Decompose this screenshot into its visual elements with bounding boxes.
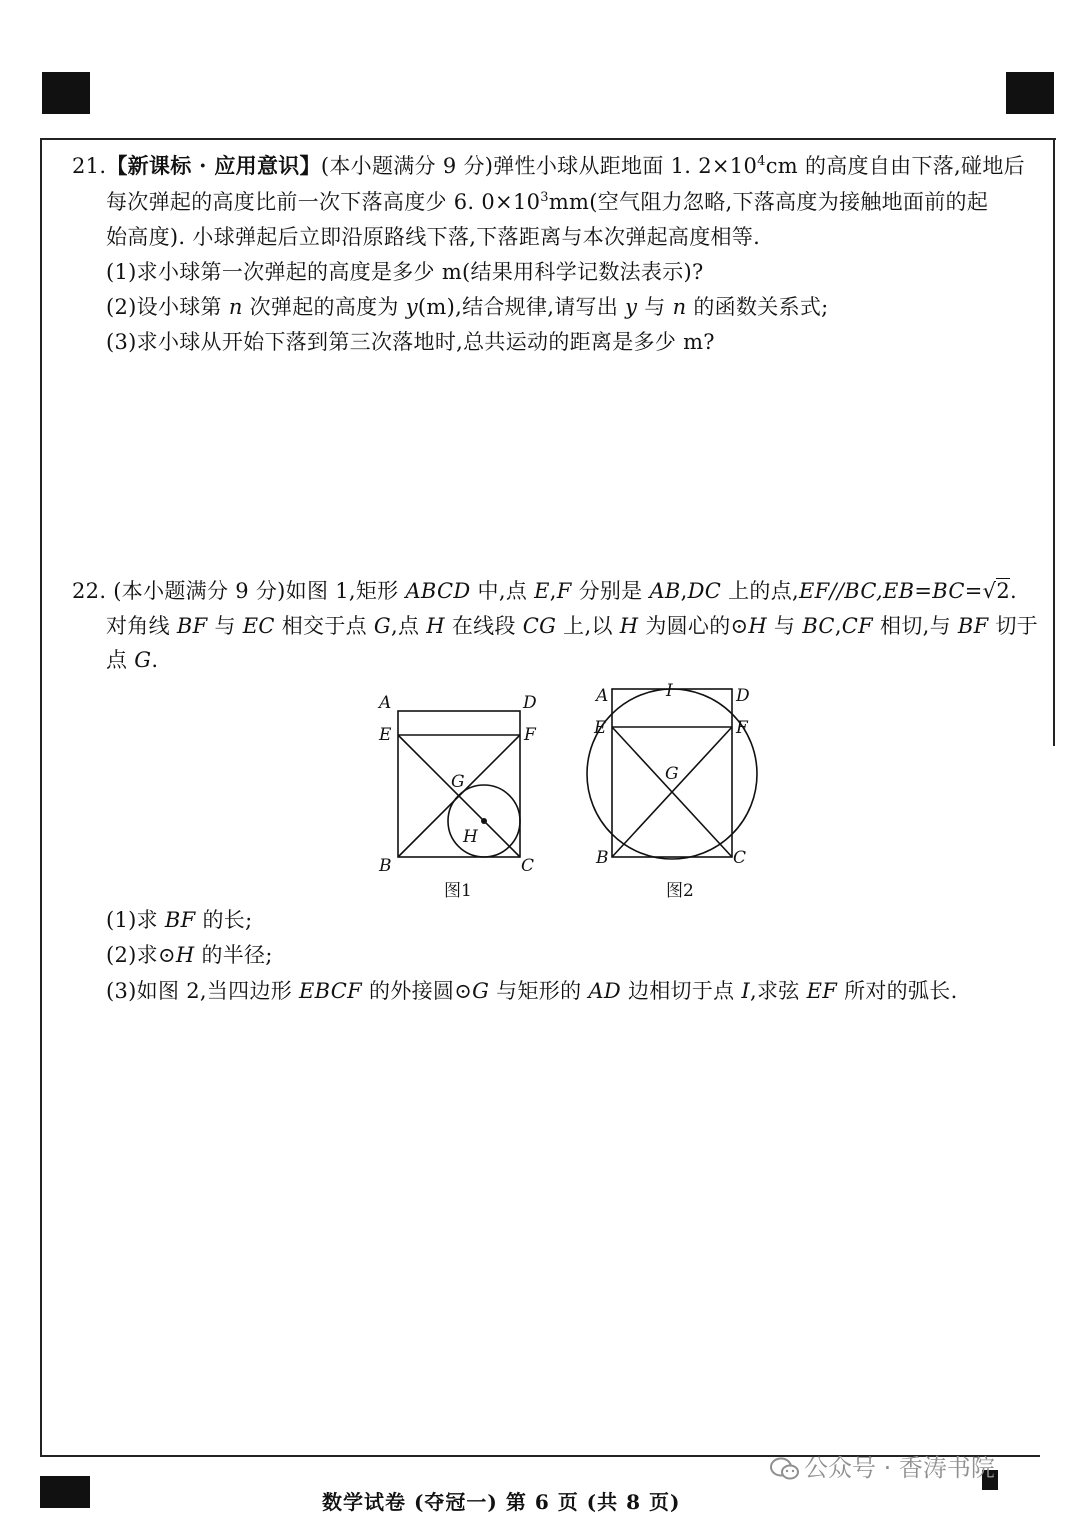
q21-subquestion-1: (1)求小球第一次弹起的高度是多少 m(结果用科学记数法表示)? (106, 260, 704, 284)
q21-subquestion-2: (2)设小球第 n 次弹起的高度为 y(m),结合规律,请写出 y 与 n 的函数关系式; (106, 295, 829, 319)
fig2-label-a: A (596, 686, 609, 706)
q22-subquestion-3: (3)如图 2,当四边形 EBCF 的外接圆⊙G 与矩形的 AD 边相切于点 I,求弦 EF 所对的弧长. (106, 979, 958, 1003)
fig1-label-b: B (379, 856, 392, 876)
wechat-icon (770, 1456, 800, 1482)
fig2-label-g: G (665, 764, 679, 784)
frame-top-border (40, 138, 1056, 140)
fig2-label-d: D (736, 686, 750, 706)
figure-2-diagram (580, 676, 780, 908)
fig1-label-e: E (379, 725, 392, 745)
frame-left-border (40, 138, 42, 1456)
fig2-label-i: I (666, 681, 673, 701)
q22-subquestion-2: (2)求⊙H 的半径; (106, 943, 273, 967)
page-footer: 数学试卷 (夺冠一) 第 6 页 (共 8 页) (322, 1490, 681, 1514)
q22-line2: 对角线 BF 与 EC 相交于点 G,点 H 在线段 CG 上,以 H 为圆心的⊙H 与 BC,CF 相切,与 BF 切于 (106, 614, 1039, 638)
fig1-label-g: G (451, 772, 465, 792)
fig2-label-f: F (736, 718, 748, 738)
fig1-caption: 图1 (444, 881, 472, 901)
registration-mark-bottom-left (40, 1476, 90, 1508)
fig1-center-point-h (481, 818, 487, 824)
figure-1-diagram (370, 688, 550, 910)
fig1-label-c: C (521, 856, 535, 876)
q22-line3: 点 G. (106, 648, 159, 672)
q22-line1: 22. (本小题满分 9 分)如图 1,矩形 ABCD 中,点 E,F 分别是 AB,DC 上的点,EF//BC,EB=BC=√2. (72, 579, 1017, 603)
fig1-label-a: A (379, 693, 392, 713)
fig1-label-f: F (524, 725, 536, 745)
fig2-caption: 图2 (666, 881, 694, 901)
fig1-label-h: H (463, 827, 478, 847)
registration-mark-top-right (1006, 72, 1054, 114)
q21-line2: 每次弹起的高度比前一次下落高度少 6. $0\times 10^3mm$(空气阻力忽略,下落高度为接触地面前的起 (106, 190, 989, 214)
q22-subquestion-1: (1)求 BF 的长; (106, 908, 253, 932)
frame-right-border (1053, 138, 1055, 746)
fig2-label-c: C (733, 848, 747, 868)
q21-line1: 21.【新课标 · 应用意识】(本小题满分 9 分)弹性小球从距地面 1. $2\times 10^4cm$ 的高度自由下落,碰地后 (72, 153, 1025, 178)
fig2-label-e: E (594, 718, 607, 738)
wechat-watermark (770, 1448, 995, 1483)
q21-tag: 【新课标 · 应用意识】 (106, 153, 321, 178)
q21-number: 21. (72, 154, 107, 178)
q21-line3: 始高度). 小球弹起后立即沿原路线下落,下落距离与本次弹起高度相等. (106, 225, 761, 249)
fig1-label-d: D (523, 693, 537, 713)
watermark-text: 公众号 · 香涛书院 (804, 1454, 995, 1482)
q21-subquestion-3: (3)求小球从开始下落到第三次落地时,总共运动的距离是多少 m? (106, 330, 715, 354)
registration-mark-top-left (42, 72, 90, 114)
fig2-label-b: B (596, 848, 609, 868)
